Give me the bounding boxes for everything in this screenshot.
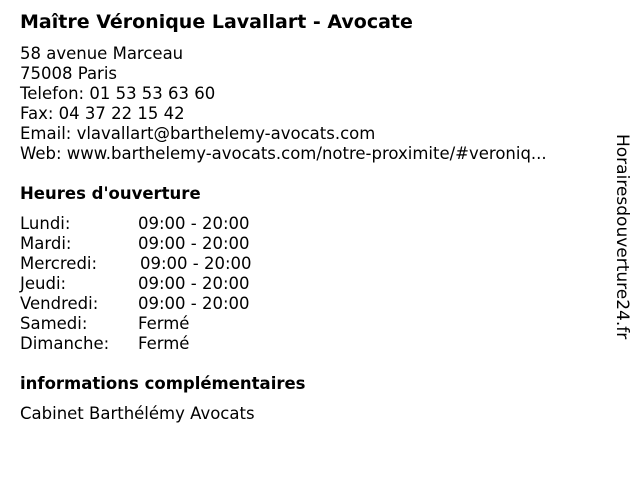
address-street: 58 avenue Marceau [20,44,184,63]
additional-info-text: Cabinet Barthélémy Avocats [20,404,255,423]
contact-block [20,44,547,164]
day-label: Lundi: [20,214,71,233]
day-hours: 09:00 - 20:00 [138,294,250,313]
day-hours: Fermé [138,314,190,333]
email-address: Email: vlavallart@barthelemy-avocats.com [20,124,376,143]
day-label: Dimanche: [20,334,110,353]
day-label: Jeudi: [20,274,67,293]
day-label: Vendredi: [20,294,99,313]
day-label: Samedi: [20,314,88,333]
site-watermark: Horairesdouverture24.fr [612,134,632,340]
page-title: Maître Véronique Lavallart - Avocate [20,11,413,33]
day-hours: Fermé [138,334,190,353]
fax-number: Fax: 04 37 22 15 42 [20,104,185,123]
website-url: Web: www.barthelemy-avocats.com/notre-proximite/#veroniq... [20,144,547,163]
day-hours: 09:00 - 20:00 [138,234,250,253]
day-hours: 09:00 - 20:00 [140,254,252,273]
day-label: Mercredi: [20,254,98,273]
address-city: 75008 Paris [20,64,118,83]
day-hours: 09:00 - 20:00 [138,274,250,293]
day-label: Mardi: [20,234,72,253]
opening-hours-heading: Heures d'ouverture [20,184,201,203]
additional-info-heading: informations complémentaires [20,374,306,393]
phone-number: Telefon: 01 53 53 63 60 [20,84,216,103]
day-hours: 09:00 - 20:00 [138,214,250,233]
